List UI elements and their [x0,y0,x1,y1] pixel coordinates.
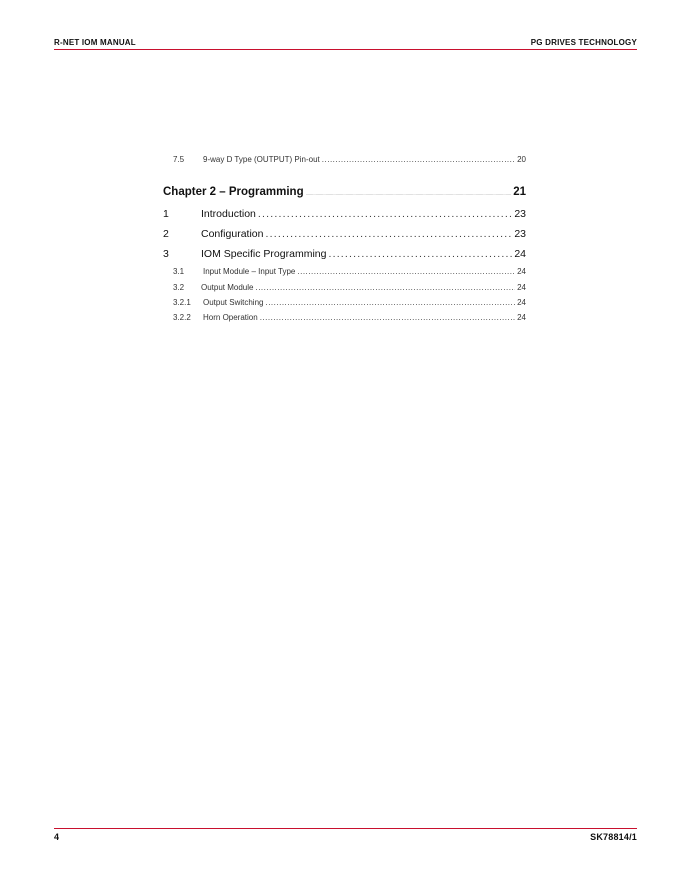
toc-entry-page: 24 [517,298,526,307]
toc-entry-3-2[interactable] [173,283,526,292]
toc-entry-title: Introduction [201,208,256,220]
toc-entry-number: 3.2 [173,283,185,292]
toc-leader-dots [265,298,515,307]
toc-leader-dots [322,155,515,164]
running-header-company: PG DRIVES TECHNOLOGY [530,38,637,47]
toc-entry-1[interactable] [163,208,526,220]
toc-entry-page: 24 [517,313,526,322]
toc-entry-title: Output Module [201,283,254,292]
toc-leader-dots [328,248,512,260]
page-number: 4 [54,832,60,842]
toc-entry-title: Input Module – Input Type [203,267,296,276]
toc-leader-dots [306,191,512,196]
document-code: SK78814/1 [590,832,637,842]
header-rule [54,49,637,50]
toc-leader-dots [255,283,515,292]
toc-entry-page: 24 [517,267,526,276]
toc-entry-title: IOM Specific Programming [201,248,327,260]
toc-entry-2[interactable] [163,228,526,240]
toc-chapter-title: Chapter 2 – Programming [163,186,304,198]
toc-entry-title: Configuration [201,228,264,240]
toc-entry-title: Output Switching [203,298,264,307]
toc-leader-dots [297,267,515,276]
toc-entry-number: 3 [163,248,169,260]
toc-entry-7-5[interactable] [173,155,526,164]
toc-chapter-page: 21 [513,186,526,198]
toc-leader-dots [258,208,512,220]
toc-entry-number: 3.2.1 [173,298,191,307]
toc-entry-page: 20 [517,155,526,164]
toc-entry-page: 23 [514,208,526,220]
toc-entry-title: Horn Operation [203,313,258,322]
toc-leader-dots [260,313,515,322]
toc-entry-page: 23 [514,228,526,240]
toc-chapter-2[interactable] [163,186,526,198]
toc-entry-page: 24 [514,248,526,260]
toc-entry-number: 3.1 [173,267,185,276]
toc-entry-3-2-2[interactable] [173,313,526,322]
running-header-manual-title: R-NET IOM MANUAL [54,38,136,47]
toc-entry-number: 2 [163,228,169,240]
footer-rule [54,828,637,829]
toc-entry-3[interactable] [163,248,526,260]
toc-leader-dots [265,228,512,240]
toc-entry-3-2-1[interactable] [173,298,526,307]
toc-entry-number: 3.2.2 [173,313,191,322]
toc-entry-3-1[interactable] [173,267,526,276]
toc-entry-number: 7.5 [173,155,185,164]
toc-entry-page: 24 [517,283,526,292]
toc-entry-number: 1 [163,208,169,220]
toc-entry-title: 9-way D Type (OUTPUT) Pin-out [203,155,320,164]
